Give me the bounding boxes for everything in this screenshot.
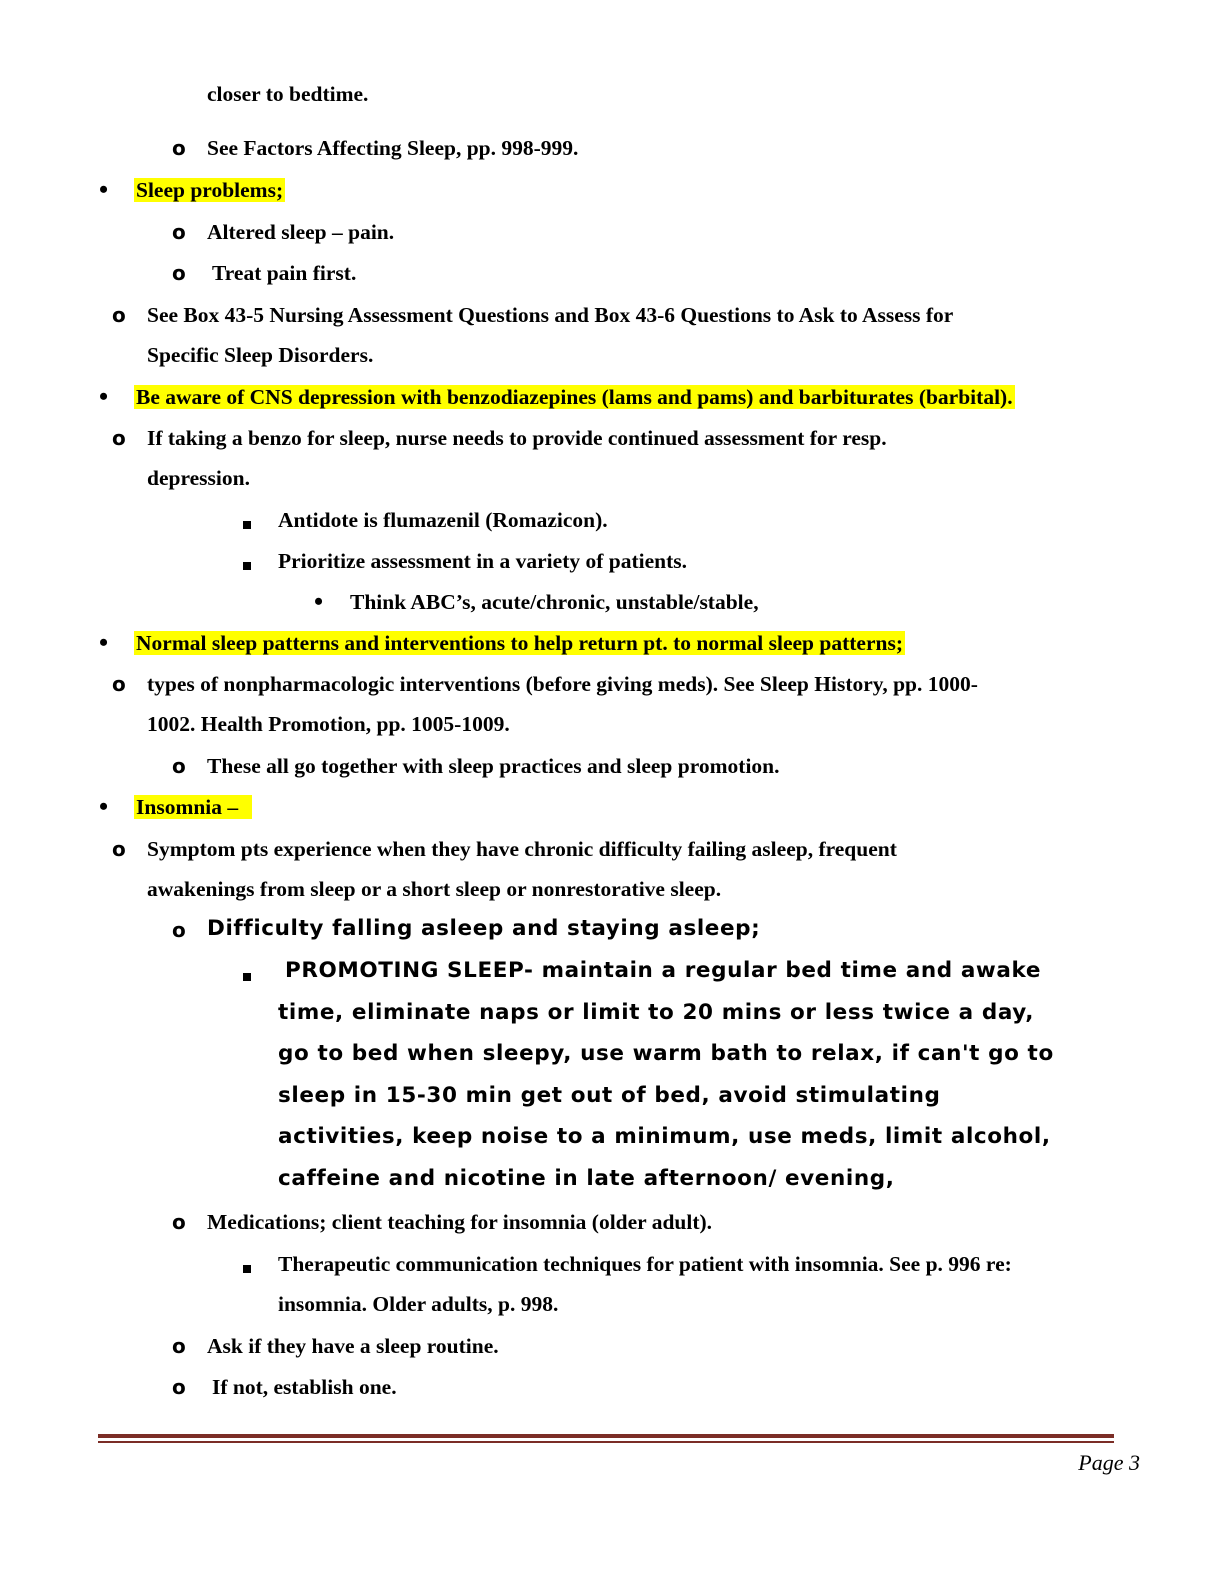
circle-bullet-icon: o	[172, 261, 186, 285]
text-line: time, eliminate naps or limit to 20 mins or less twice a day,	[278, 1000, 1035, 1025]
circle-bullet-icon: o	[112, 837, 126, 861]
circle-bullet-icon: o	[112, 426, 126, 450]
dot-bullet-icon: •	[314, 587, 324, 616]
highlighted-heading	[134, 176, 285, 204]
text-line: See Box 43-5 Nursing Assessment Questions and Box 43-6 Questions to Ask to Assess for	[147, 303, 954, 327]
text-line: Therapeutic communication techniques for patient with insomnia. See p. 996 re:	[278, 1252, 1012, 1276]
highlighted-heading	[134, 383, 1015, 411]
dot-bullet-icon: •	[99, 382, 109, 411]
highlighted-heading	[134, 629, 905, 657]
text-line: Altered sleep – pain.	[207, 220, 395, 244]
footer-rule-thin	[98, 1441, 1114, 1443]
circle-bullet-icon: o	[172, 1210, 186, 1234]
text-line: closer to bedtime.	[207, 82, 369, 106]
text-line: awakenings from sleep or a short sleep or nonrestorative sleep.	[147, 877, 722, 901]
circle-bullet-icon: o	[112, 303, 126, 327]
circle-bullet-icon: o	[172, 220, 186, 244]
text-line: PROMOTING SLEEP- maintain a regular bed time and awake	[285, 958, 1042, 983]
circle-bullet-icon: o	[172, 754, 186, 778]
dot-bullet-icon: •	[99, 792, 109, 821]
text-line: Prioritize assessment in a variety of patients.	[278, 549, 688, 573]
circle-bullet-icon: o	[172, 1334, 186, 1358]
square-bullet-icon	[243, 1260, 251, 1278]
text-line: depression.	[147, 466, 250, 490]
highlight-text: Normal sleep patterns and interventions to help return pt. to normal sleep patterns;	[136, 631, 903, 655]
text-line: Ask if they have a sleep routine.	[207, 1334, 499, 1358]
square-bullet-icon	[243, 557, 251, 575]
dot-bullet-icon: •	[99, 175, 109, 204]
text-line: insomnia. Older adults, p. 998.	[278, 1292, 559, 1316]
page-number: Page 3	[1078, 1450, 1140, 1475]
text-line: See Factors Affecting Sleep, pp. 998-999.	[207, 136, 579, 160]
circle-bullet-icon: o	[172, 918, 186, 942]
circle-bullet-icon: o	[172, 136, 186, 160]
text-line: These all go together with sleep practices and sleep promotion.	[207, 754, 780, 778]
text-line: Think ABC’s, acute/chronic, unstable/stable,	[350, 590, 759, 614]
text-line: Medications; client teaching for insomnia (older adult).	[207, 1210, 713, 1234]
text-line: go to bed when sleepy, use warm bath to relax, if can't go to	[278, 1041, 1054, 1066]
text-line: If not, establish one.	[212, 1375, 397, 1399]
highlight-text: Sleep problems;	[136, 178, 284, 202]
text-line: Specific Sleep Disorders.	[147, 343, 374, 367]
circle-bullet-icon: o	[112, 672, 126, 696]
footer-rule	[98, 1434, 1114, 1438]
dot-bullet-icon: •	[99, 628, 109, 657]
highlight-text: Insomnia –	[134, 795, 252, 819]
highlight-text: Be aware of CNS depression with benzodiazepines (lams and pams) and barbiturates (barbital).	[136, 385, 1013, 409]
square-bullet-icon	[243, 968, 251, 986]
text-line: Treat pain first.	[212, 261, 357, 285]
text-line: If taking a benzo for sleep, nurse needs to provide continued assessment for resp.	[147, 426, 887, 450]
text-line: 1002. Health Promotion, pp. 1005-1009.	[147, 712, 510, 736]
text-line: Difficulty falling asleep and staying asleep;	[207, 916, 761, 941]
highlighted-heading	[134, 793, 252, 821]
text-line: types of nonpharmacologic interventions (before giving meds). See Sleep History, pp. 1000-	[147, 672, 978, 696]
text-line: caffeine and nicotine in late afternoon/ evening,	[278, 1166, 895, 1191]
text-line: Symptom pts experience when they have chronic difficulty failing asleep, frequent	[147, 837, 897, 861]
circle-bullet-icon: o	[172, 1375, 186, 1399]
text-line: sleep in 15-30 min get out of bed, avoid stimulating	[278, 1083, 941, 1108]
text-line: activities, keep noise to a minimum, use meds, limit alcohol,	[278, 1124, 1051, 1149]
square-bullet-icon	[243, 516, 251, 534]
text-line: Antidote is flumazenil (Romazicon).	[278, 508, 608, 532]
